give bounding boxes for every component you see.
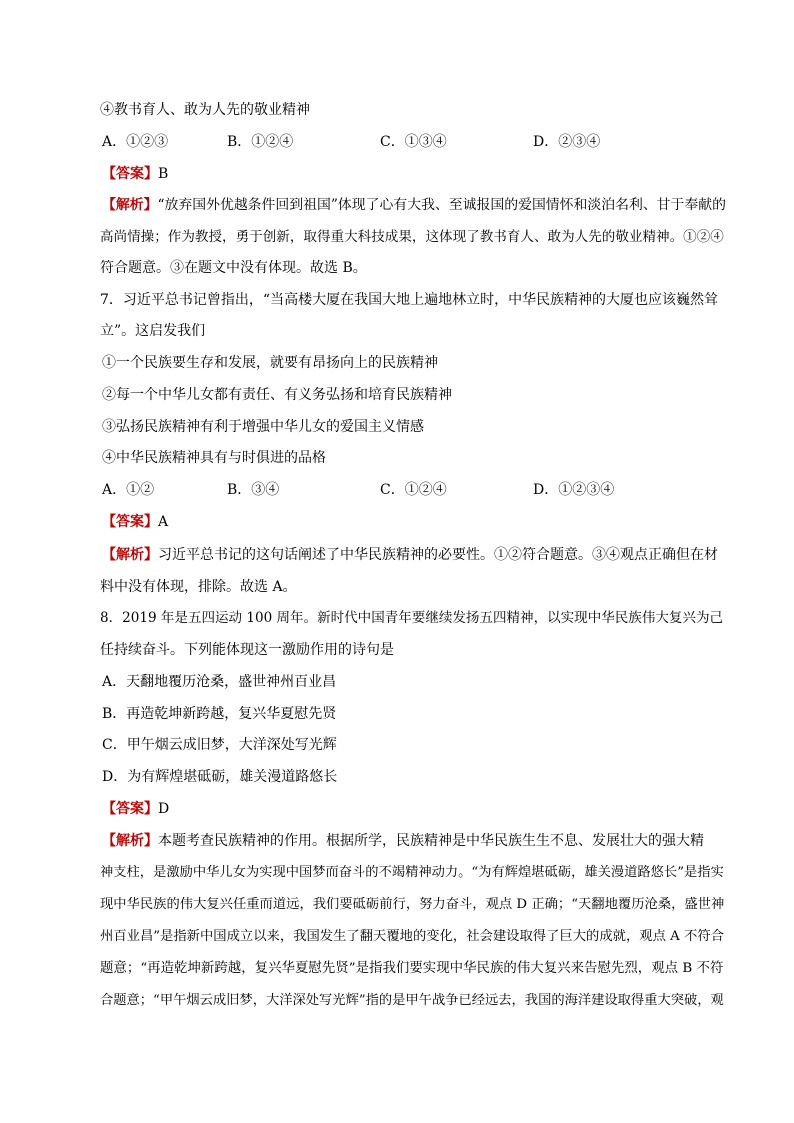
q7-item-4: ④中华民族精神具有与时俱进的品格 [102, 450, 326, 466]
q8-option-a: A．天翻地覆历沧桑，盛世神州百业昌 [102, 674, 337, 690]
q7-option-d: D．①②③④ [533, 482, 615, 498]
analysis-text: 习近平总书记的这句话阐述了中华民族精神的必要性。①②符合题意。③④观点正确但在材 [158, 547, 718, 563]
q6-answer [102, 165, 168, 183]
q8-option-d: D．为有辉煌堪砥砺，雄关漫道路悠长 [102, 769, 338, 785]
q6-analysis-line-2: 高尚情操；作为教授，勇于创新，取得重大科技成果，这体现了教书育人、敢为人先的敬业精神。①②④ [100, 229, 724, 245]
q8-option-b: B．再造乾坤新跨越，复兴华夏慰先贤 [102, 706, 337, 722]
q6-analysis-line-1 [102, 196, 726, 214]
q6-option-c: C．①③④ [380, 134, 447, 150]
q8-stem-line-2: 任持续奋斗。下列能体现这一激励作用的诗句是 [100, 642, 394, 658]
analysis-label: 【解析】 [102, 547, 158, 563]
q8-analysis-line-1 [102, 832, 704, 850]
q7-stem-line-2: 立”。这启发我们 [100, 323, 206, 339]
q6-analysis-line-3: 符合题意。③在题文中没有体现。故选 B。 [100, 260, 367, 276]
analysis-label: 【解析】 [102, 197, 158, 213]
q7-analysis-line-2: 料中没有体现，排除。故选 A。 [100, 579, 297, 595]
q7-item-2: ②每一个中华儿女都有责任、有义务弘扬和培育民族精神 [102, 387, 452, 403]
q7-option-b: B．③④ [227, 482, 280, 498]
q7-option-c: C．①②④ [380, 482, 447, 498]
q8-analysis-line-2: 神支柱，是激励中华儿女为实现中国梦而奋斗的不竭精神动力。“为有辉煌堪砥砺，雄关漫道路悠长”是指实 [100, 865, 724, 880]
answer-label: 【答案】 [102, 514, 158, 530]
q8-option-c: C．甲午烟云成旧梦，大洋深处写光辉 [102, 737, 337, 753]
answer-value: B [158, 166, 169, 182]
q7-stem-line-1: 7．习近平总书记曾指出，“当高楼大厦在我国大地上遍地林立时，中华民族精神的大厦也应该巍然耸 [100, 292, 719, 308]
analysis-text: “放弃国外优越条件回到祖国”体现了心有大我、至诚报国的爱国情怀和淡泊名利、甘于奉献的 [157, 197, 726, 213]
q6-option-d: D．②③④ [533, 134, 601, 150]
analysis-label: 【解析】 [102, 833, 158, 849]
answer-label: 【答案】 [102, 801, 158, 817]
q8-answer [102, 800, 169, 818]
q8-analysis-line-4: 州百业昌”是指新中国成立以来，我国发生了翻天覆地的变化，社会建设取得了巨大的成就，观点 A 不符合 [100, 929, 724, 944]
analysis-text: 本题考查民族精神的作用。根据所学，民族精神是中华民族生生不息、发展壮大的强大精 [158, 833, 704, 849]
q7-item-3: ③弘扬民族精神有利于增强中华儿女的爱国主义情感 [102, 419, 424, 435]
answer-value: D [158, 801, 170, 817]
q8-analysis-line-5: 题意；“再造乾坤新跨越，复兴华夏慰先贤”是指我们要实现中华民族的伟大复兴来告慰先烈，观点 B 不符 [100, 961, 724, 976]
q7-option-a: A．①② [102, 482, 155, 498]
q6-option-a: A．①②③ [102, 134, 169, 150]
q6-option-b: B．①②④ [227, 134, 294, 150]
q7-analysis-line-1 [102, 546, 718, 564]
q8-analysis-line-3: 现中华民族的伟大复兴任重而道远，我们要砥砺前行，努力奋斗，观点 D 正确；“天翻地覆历沧桑，盛世神 [100, 897, 725, 912]
q8-analysis-line-6: 合题意；“甲午烟云成旧梦，大洋深处写光辉”指的是甲午战争已经远去，我国的海洋建设取得重大突破，观 [100, 993, 724, 1008]
answer-value: A [158, 514, 169, 530]
q8-stem-line-1: 8．2019 年是五四运动 100 周年。新时代中国青年要继续发扬五四精神，以实现中华民族伟大复兴为己 [100, 610, 724, 626]
q7-answer [102, 513, 168, 531]
q6-item-4: ④教书育人、敢为人先的敬业精神 [100, 102, 310, 118]
answer-label: 【答案】 [102, 166, 158, 182]
q7-item-1: ①一个民族要生存和发展，就要有昂扬向上的民族精神 [102, 355, 438, 371]
